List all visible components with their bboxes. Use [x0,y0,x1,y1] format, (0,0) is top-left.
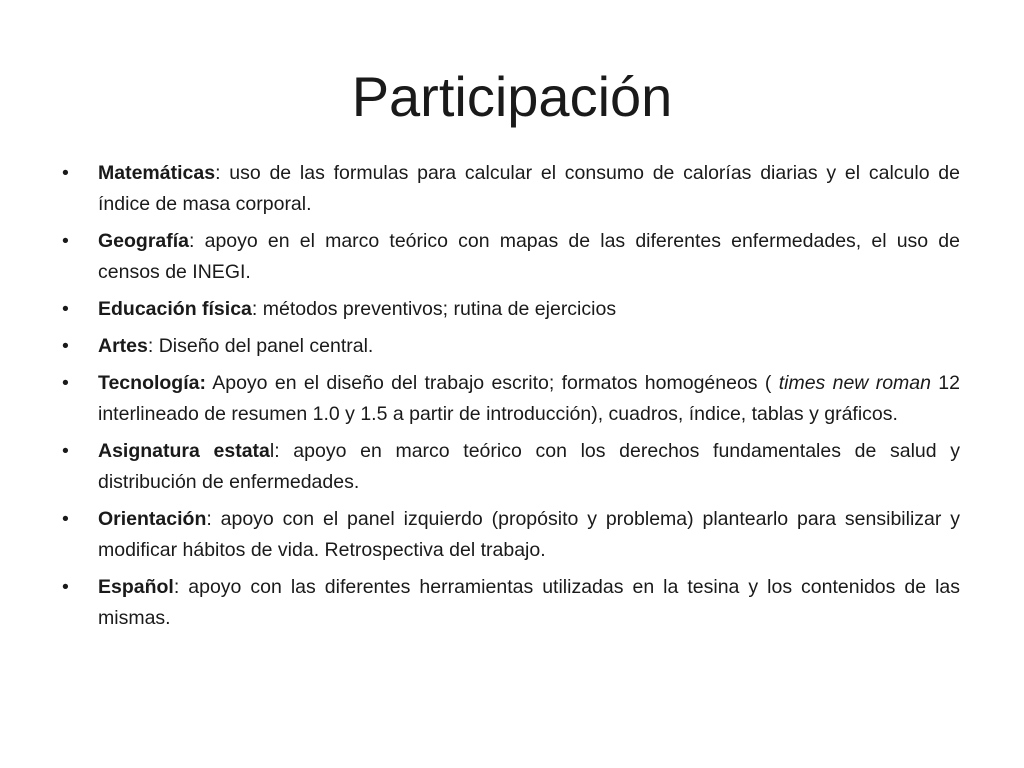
bullet-term: Artes [98,335,148,357]
bullet-item-geografia [56,226,960,288]
bullet-term: Educación física [98,298,252,320]
bullet-dot-icon: • [62,162,69,184]
slide-title: Participación [351,65,673,128]
bullet-text: : Diseño del panel central. [147,335,374,357]
bullet-text: 12 interlineado de resumen 1.0 y 1.5 a partir de introducción), cuadros, índice, tablas y gráficos. [98,372,960,425]
bullet-dot-icon: • [62,440,69,462]
bullet-term: Geografía [98,230,190,252]
bullet-dot-icon: • [62,230,69,252]
bullet-text: : apoyo en el marco teórico con mapas de las diferentes enfermedades, el uso de censos de INEGI. [98,230,960,283]
bullet-item-matematicas [56,158,960,220]
bullet-text: : apoyo con las diferentes herramientas utilizadas en la tesina y los contenidos de las mismas. [98,576,960,629]
bullet-text: : métodos preventivos; rutina de ejercicios [251,298,617,320]
bullet-term: Asignatura estata [98,440,270,462]
bullet-italic-text: times new roman [778,372,931,394]
bullet-item-artes [56,331,960,362]
bullet-text: : apoyo con el panel izquierdo (propósito y problema) plantearlo para sensibilizar y modificar hábitos de vida. Retrospectiva del trabajo. [98,508,960,561]
bullet-list [56,158,960,640]
bullet-item-orientacion [56,504,960,566]
bullet-item-espanol [56,572,960,634]
bullet-term: Matemáticas [98,162,216,184]
bullet-item-asignatura-estatal [56,436,960,498]
bullet-text: l: apoyo en marco teórico con los derechos fundamentales de salud y distribución de enfermedades. [98,440,961,493]
bullet-text: : uso de las formulas para calcular el consumo de calorías diarias y el calculo de índice de masa corporal. [98,162,960,215]
bullet-dot-icon: • [62,298,69,320]
bullet-dot-icon: • [62,335,69,357]
bullet-dot-icon: • [62,372,69,394]
bullet-term: Orientación [98,508,207,530]
bullet-text: Apoyo en el diseño del trabajo escrito; formatos homogéneos ( [205,372,779,394]
bullet-item-educacion-fisica [56,294,960,325]
bullet-dot-icon: • [62,576,69,598]
bullet-term: Tecnología: [98,372,206,394]
bullet-item-tecnologia [56,368,960,430]
bullet-term: Español [98,576,174,598]
bullet-dot-icon: • [62,508,69,530]
